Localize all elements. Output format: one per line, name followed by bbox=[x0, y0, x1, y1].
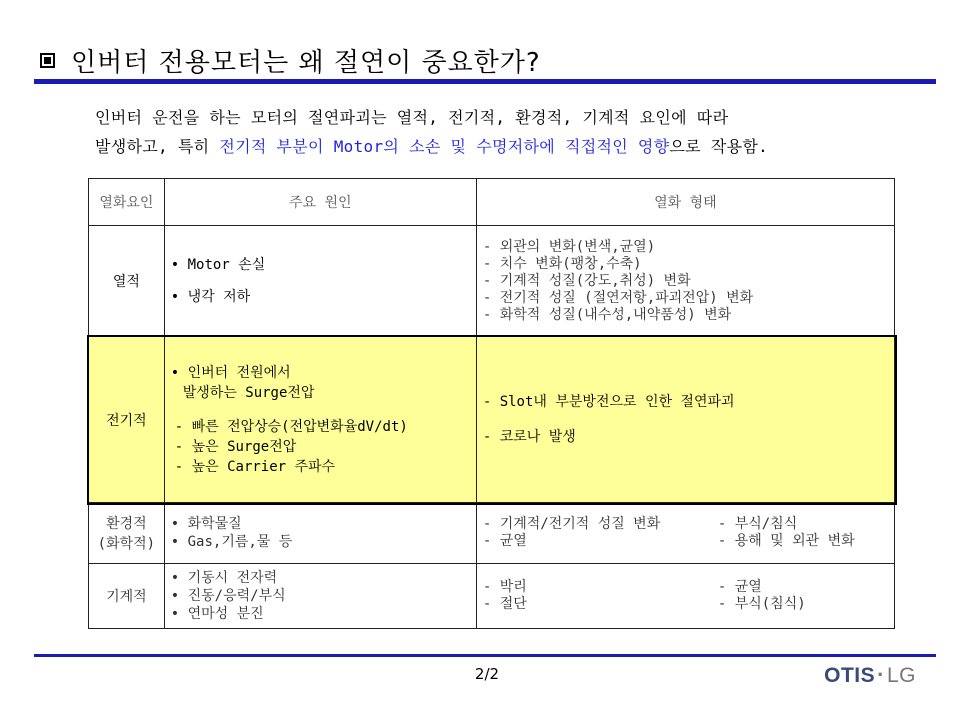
intro-highlight: 전기적 부분이 Motor의 소손 및 수명저하에 직접적인 영향 bbox=[219, 137, 670, 156]
header-forms: 열화 형태 bbox=[476, 179, 894, 226]
causes-cell bbox=[164, 564, 476, 629]
logo-separator: · bbox=[877, 662, 885, 687]
form-item: - 치수 변화(팽창,수축) bbox=[483, 256, 888, 273]
forms-cell bbox=[476, 337, 894, 503]
cause-main-line-2: 발생하는 Surge전압 bbox=[182, 384, 315, 401]
intro-line-2-end: 으로 작용함. bbox=[669, 137, 769, 156]
form-item: - 기계적 성질(강도,취성) 변화 bbox=[483, 273, 888, 290]
logo-sub: LG bbox=[886, 664, 916, 687]
causes-cell bbox=[164, 503, 476, 564]
form-item: - 절단 bbox=[483, 596, 718, 613]
form-item: - 외관의 변화(변색,균열) bbox=[483, 239, 888, 256]
table-row-electrical bbox=[89, 337, 895, 503]
square-bullet-icon bbox=[40, 53, 55, 68]
forms-cell bbox=[476, 564, 894, 629]
degradation-table bbox=[88, 178, 895, 629]
causes-cell bbox=[164, 226, 476, 337]
form-item: - 부식(침식) bbox=[718, 596, 806, 613]
form-item: - 용해 및 외관 변화 bbox=[718, 533, 855, 550]
form-item: - 박리 bbox=[483, 579, 718, 596]
cause-item: • Gas,기름,물 등 bbox=[171, 533, 470, 551]
header-causes: 주요 원인 bbox=[164, 179, 476, 226]
factor-cell: 기계적 bbox=[89, 564, 165, 629]
cause-main-line-1: • 인버터 전원에서 bbox=[170, 364, 291, 381]
table-header-row bbox=[89, 179, 895, 226]
cause-sub-item: - 빠른 전압상승(전압변화율dV/dt) bbox=[174, 418, 408, 435]
cause-sub-item: - 높은 Carrier 주파수 bbox=[174, 458, 336, 475]
form-item: - Slot내 부분방전으로 인한 절연파괴 bbox=[483, 394, 888, 411]
logo-main: OTIS bbox=[824, 664, 876, 687]
table-row-mechanical bbox=[89, 564, 895, 629]
company-logo bbox=[824, 662, 916, 688]
header-factor: 열화요인 bbox=[89, 179, 165, 226]
causes-cell bbox=[164, 337, 476, 503]
table-row-thermal bbox=[89, 226, 895, 337]
factor-line-2: (화학적) bbox=[97, 536, 156, 552]
forms-cell bbox=[476, 226, 894, 337]
form-item: - 부식/침식 bbox=[718, 516, 797, 533]
form-item: - 코로나 발생 bbox=[483, 429, 888, 446]
cause-item: • Motor 손실 bbox=[171, 256, 470, 274]
cause-item: • 화학물질 bbox=[171, 515, 470, 533]
footer-divider bbox=[34, 654, 936, 657]
form-item: - 균열 bbox=[483, 533, 718, 550]
form-item: - 기계적/전기적 성질 변화 bbox=[483, 516, 718, 533]
intro-paragraph bbox=[95, 103, 925, 161]
intro-line-2-start: 발생하고, 특히 bbox=[95, 137, 220, 156]
forms-cell bbox=[476, 503, 894, 564]
table-row-environmental bbox=[89, 503, 895, 564]
intro-line-2 bbox=[95, 132, 925, 161]
cause-item: • 기동시 전자력 bbox=[171, 569, 470, 587]
factor-cell bbox=[89, 503, 165, 564]
form-item: - 균열 bbox=[718, 579, 762, 596]
page-title-block bbox=[40, 42, 541, 79]
cause-item: • 진동/응력/부식 bbox=[171, 587, 470, 605]
cause-item: • 냉각 저하 bbox=[171, 288, 470, 306]
page-number: 2/2 bbox=[474, 665, 500, 683]
cause-sub-item: - 높은 Surge전압 bbox=[174, 438, 297, 455]
cause-item: • 연마성 분진 bbox=[171, 605, 470, 623]
page-title: 인버터 전용모터는 왜 절연이 중요한가? bbox=[71, 48, 541, 78]
intro-line-1: 인버터 운전을 하는 모터의 절연파괴는 열적, 전기적, 환경적, 기계적 요인에 따라 bbox=[95, 108, 729, 127]
title-divider bbox=[34, 79, 936, 84]
factor-cell: 전기적 bbox=[89, 337, 165, 503]
factor-cell: 열적 bbox=[89, 226, 165, 337]
form-item: - 전기적 성질 (절연저항,파괴전압) 변화 bbox=[483, 290, 888, 307]
factor-line-1: 환경적 bbox=[106, 516, 147, 532]
form-item: - 화학적 성질(내수성,내약품성) 변화 bbox=[483, 307, 888, 324]
